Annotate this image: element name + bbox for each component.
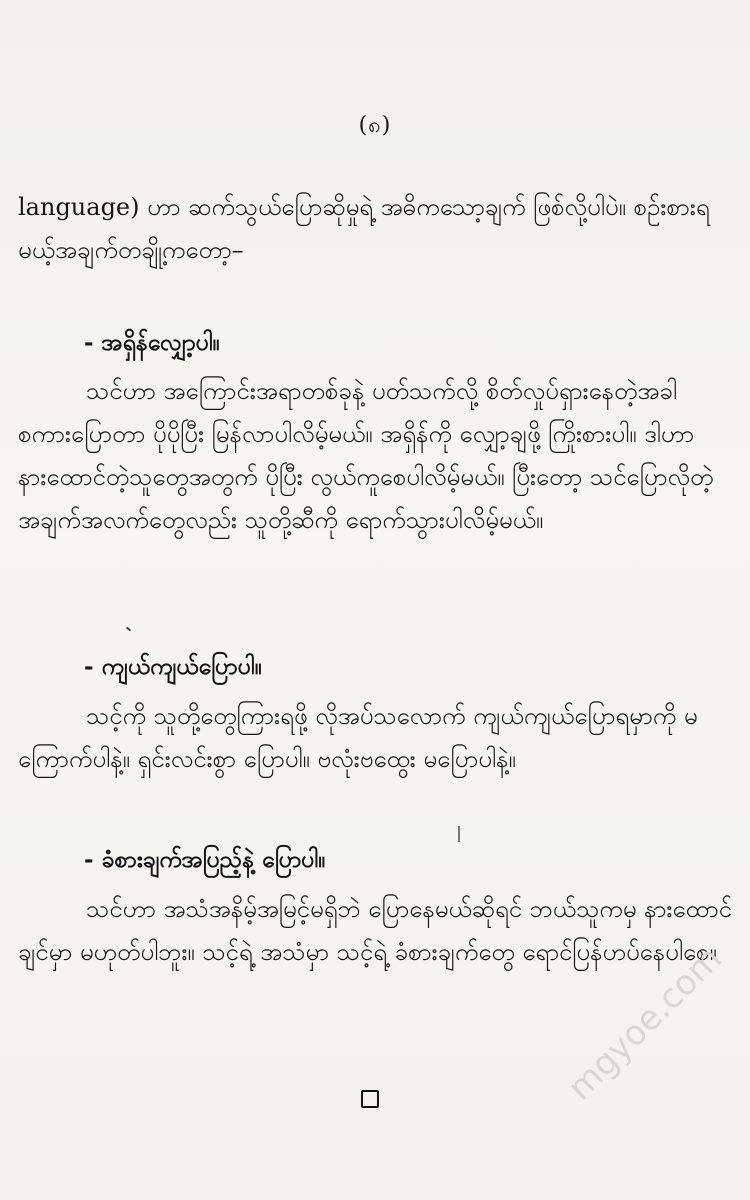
section-body-speak-loud: သင့်ကို သူတို့တွေကြားရဖို့ လိုအပ်သလောက် ကျယ်ကျယ်ပြောရမှာကို မကြောက်ပါနဲ့။ ရှင်းလင်းစွာ ပြောပါ။ ဗလုံးဗထွေး မပြောပါနဲ့။ [18,702,698,773]
section-heading-speak-loud: - ကျယ်ကျယ်ပြောပါ။ [84,653,262,680]
section-heading-with-feeling: - ခံစားချက်အပြည့်နဲ့ ပြောပါ။ [84,846,326,873]
print-speck [126,627,131,632]
section-heading-slow-down: - အရှိန်လျှော့ပါ။ [84,329,220,356]
section-body-with-feeling: သင်ဟာ အသံအနိမ့်အမြင့်မရှိဘဲ ပြောနေမယ်ဆိုရင် ဘယ်သူကမှ နားထောင်ချင်မှာ မဟုတ်ပါဘူး။ သင့်ရဲ့ အသံမှာ သင့်ရဲ့ ခံစားချက်တွေ ရောင်ပြန်ဟပ်နေပါစေ။ [18,895,732,966]
page-number: (၈) [358,113,392,138]
watermark: mgyoe.com [560,938,730,1109]
section-body-slow-down: သင်ဟာ အကြောင်းအရာတစ်ခုနဲ့ ပတ်သက်လို့ စိတ်လှုပ်ရှားနေတဲ့အခါ စကားပြောတာ ပိုပိုပြီး မြန်လာပါလိမ့်မယ်။ အရှိန်ကို လျှော့ချဖို့ ကြိုးစားပါ။ ဒါဟာ နားထောင်တဲ့သူတွေအတွက် ပိုပြီး လွယ်ကူစေပါလိမ့်မယ်။ ပြီးတော့ သင်ပြောလိုတဲ့ အချက်အလက်တွေလည်း သူတို့ဆီကို ရောက်သွားပါလိမ့်မယ်။ [18,377,714,534]
print-speck [458,826,460,842]
intro-paragraph: language) ဟာ ဆက်သွယ်ပြောဆိုမှုရဲ့ အဓိကသော့ချက် ဖြစ်လို့ပါပဲ။ စဉ်းစားရမယ့်အချက်တချို့ကတော့– [18,193,710,264]
end-of-section-square-icon [361,1090,379,1108]
